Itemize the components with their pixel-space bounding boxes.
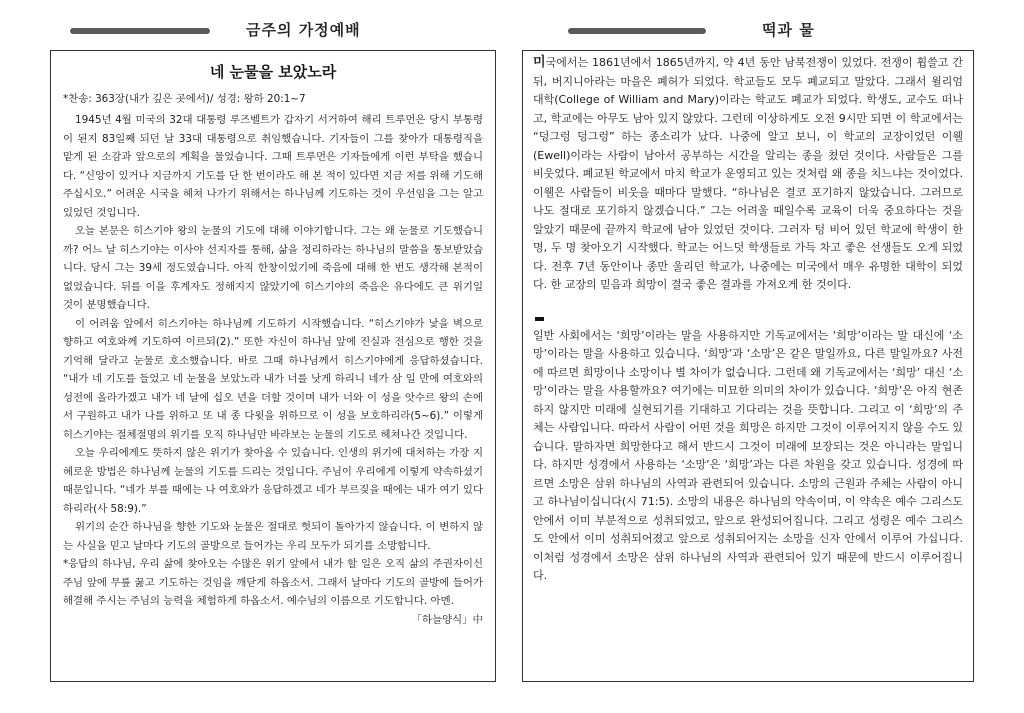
sermon-paragraph: 1945년 4월 미국의 32대 대통령 루즈벨트가 갑자기 서거하여 해리 트루먼은 당시 부통령이 된지 83일째 되던 날 33대 대통령으로 취임했습니다. 기자들이 그를 찾아가 대통령직을 맡게 된 소감과 앞으로의 계획을 물었습니다. 그때 트루먼은 기자들에게 이런 부탁을 했습니다. “신앙이 있거나 지금까지 기도를 단 한 번이라도 해 본 적이 있다면 지금 저를 위해 기도해주십시오.” 어려운 시국을 헤쳐 나가기 위해서는 하나님께 기도하는 것이 우선임을 그는 알고 있었던 것입니다. <box>63 114 483 219</box>
hymn-scripture-line: *찬송: 363장(내가 깊은 곳에서)/ 성경: 왕하 20:1~7 <box>63 93 306 105</box>
closing-prayer <box>63 555 483 626</box>
sermon-paragraph: 오늘 본문은 히스기야 왕의 눈물의 기도에 대해 이야기합니다. 그는 왜 눈물로 기도했습니까? 어느 날 히스기야는 이사야 선지자를 통해, 삶을 정리하라는 하나님의 말씀을 통보받았습니다. 당시 그는 39세 정도였습니다. 아직 한창이었기에 죽음에 대해 한 번도 생각해 본적이 없었습니다. 뒤를 이을 후계자도 정해지지 않았기에 히스기야의 죽음은 유다에도 큰 위기일 것이 분명했습니다. <box>63 225 483 311</box>
section-divider-mark <box>535 317 544 321</box>
sermon-paragraph: 위기의 순간 하나님을 향한 기도와 눈물은 절대로 헛되이 돌아가지 않습니다. 이 변하지 않는 사실을 믿고 날마다 기도의 골방으로 들어가는 우리 모두가 되기를 소망합니다. <box>63 521 483 552</box>
story-paragraph <box>533 54 963 295</box>
source-credit: 「하늘양식」中 <box>411 613 483 626</box>
sermon-title: 네 눈물을 보았노라 <box>209 63 337 81</box>
left-column-header: 금주의 가정예배 <box>246 21 361 39</box>
story-text: 국에서는 1861년에서 1865년까지, 약 4년 동안 남북전쟁이 있었다. 전쟁이 휩쓸고 간 뒤, 버지니아라는 마을은 폐허가 되었다. 학교들도 모두 폐교되고 말았다. 그래서 윌리엄 대학(College of William and Mary)이라는 학교도 폐교가 되었다. 학생도, 교수도 떠나고, 학교에는 아무도 남아 있지 않았다. 그런데 이상하게도 오전 9시만 되면 이 학교에서는 “덩그렁 덩그렁” 하는 종소리가 났다. 나중에 알고 보니, 이 학교의 교장이었던 이웰(Ewell)이라는 사람이 남아서 공부하는 시간을 알리는 종을 쳤던 것이다. 사람들은 그를 비웃었다. 폐교된 학교에서 마치 학교가 운영되고 있는 것처럼 왜 종을 치느냐는 것이었다. 이웰은 사람들이 비웃을 때마다 말했다. “하나님은 결코 포기하지 않았습니다. 그러므로 나도 절대로 포기하지 않겠습니다.” 그는 어려울 때일수록 교육이 더욱 중요하다는 것을 알았기 때문에 끝까지 학교에 남아 있었던 것이다. 그러자 텅 비어 있던 학교에 학생이 한 명, 두 명 찾아오기 시작했다. 학교는 어느덧 학생들로 가득 차고 좋은 선생들도 오게 되었다. 전후 7년 동안이나 종만 울리던 학교가, 나중에는 미국에서 매우 유명한 대학이 되었다. 한 교장의 믿음과 희망이 결국 좋은 결과를 가져오게 한 것이다. <box>533 56 963 291</box>
bread-and-water-box <box>522 50 974 682</box>
family-worship-box <box>50 50 496 682</box>
right-column-header: 떡과 물 <box>762 21 815 39</box>
hope-paragraph: 일반 사회에서는 ‘희망’이라는 말을 사용하지만 기독교에서는 ‘희망’이라는 말 대신에 ‘소망’이라는 말을 사용하고 있습니다. ‘희망’과 ‘소망’은 같은 말일까요, 다른 말일까요? 사전에 따르면 희망이나 소망이나 별 차이가 없습니다. 그런데 왜 기독교에서는 ‘희망’ 대신 ‘소망’이라는 말을 사용할까요? 여기에는 미묘한 의미의 차이가 있습니다. ‘희망’은 아직 현존하지 않지만 미래에 실현되기를 기대하고 기다리는 것을 뜻합니다. 그리고 이 ‘희망’의 주체는 사람입니다. 따라서 사람이 어떤 것을 희망은 하지만 그것이 이루어지지 않을 수도 있습니다. 말하자면 희망한다고 해서 반드시 그것이 미래에 보장되는 것은 아니라는 말입니다. 하지만 성경에서 사용하는 ‘소망’은 ‘희망’과는 다른 차원을 갖고 있습니다. 성경에 따르면 소망은 삼위 하나님의 사역과 관련되어 있습니다. 소망의 근원과 주체는 사람이 아니고 하나님이십니다(시 71:5). 소망의 내용은 하나님의 약속이며, 이 약속은 예수 그리스도 안에서 이미 부분적으로 성취되었고, 앞으로 완성되어집니다. 그리고 성령은 예수 그리스도 안에서 이미 성취되어졌고 앞으로 성취되어지는 소망을 신자 안에서 이루어 가십니다. 이처럼 성경에서 소망은 삼위 하나님의 사역과 관련되어 있기 때문에 반드시 이루어집니다. <box>533 328 963 582</box>
prayer-text: *응답의 하나님, 우리 삶에 찾아오는 수많은 위기 앞에서 내가 할 일은 오직 삶의 주권자이신 주님 앞에 무릎 꿇고 기도하는 것임을 깨닫게 하옵소서. 그래서 날마다 기도의 골방에 들어가 해결해 주시는 주님의 능력을 체험하게 하옵소서. 예수님의 이름으로 기도합니다. 아멘. <box>63 558 483 607</box>
drop-cap: 미 <box>533 55 546 70</box>
sermon-paragraph: 오늘 우리에게도 뜻하지 않은 위기가 찾아올 수 있습니다. 인생의 위기에 대처하는 가장 지혜로운 방법은 하나님께 눈물의 기도를 드리는 것입니다. 주님이 우리에게 이렇게 약속하셨기 때문입니다. “네가 부를 때에는 나 여호와가 응답하겠고 네가 부르짖을 때에는 내가 여기 있다 하리라(사 58:9).” <box>63 447 483 515</box>
sermon-paragraph: 이 어려움 앞에서 히스기야는 하나님께 기도하기 시작했습니다. “히스기야가 낯을 벽으로 향하고 여호와께 기도하여 이르되(2).” 또한 자신이 하나님 앞에 진실과 전심으로 행한 것을 기억해 달라고 눈물로 호소했습니다. 바로 그때 하나님께서 히스기야에게 응답하셨습니다. “내가 네 기도를 들었고 네 눈물을 보았노라 내가 너를 낫게 하리니 네가 삼 일 만에 여호와의 성전에 올라가겠고 내가 네 날에 십오 년을 더할 것이며 내가 너와 이 성을 앗수르 왕의 손에서 구원하고 내가 나를 위하고 또 내 종 다윗을 위하므로 이 성을 보호하리라(5~6).” 이렇게 히스기야는 절체절명의 위기를 오직 하나님만 바라보는 눈물의 기도로 헤쳐나간 것입니다. <box>63 317 483 441</box>
right-header-bar <box>568 28 706 34</box>
left-header-bar <box>70 28 210 34</box>
